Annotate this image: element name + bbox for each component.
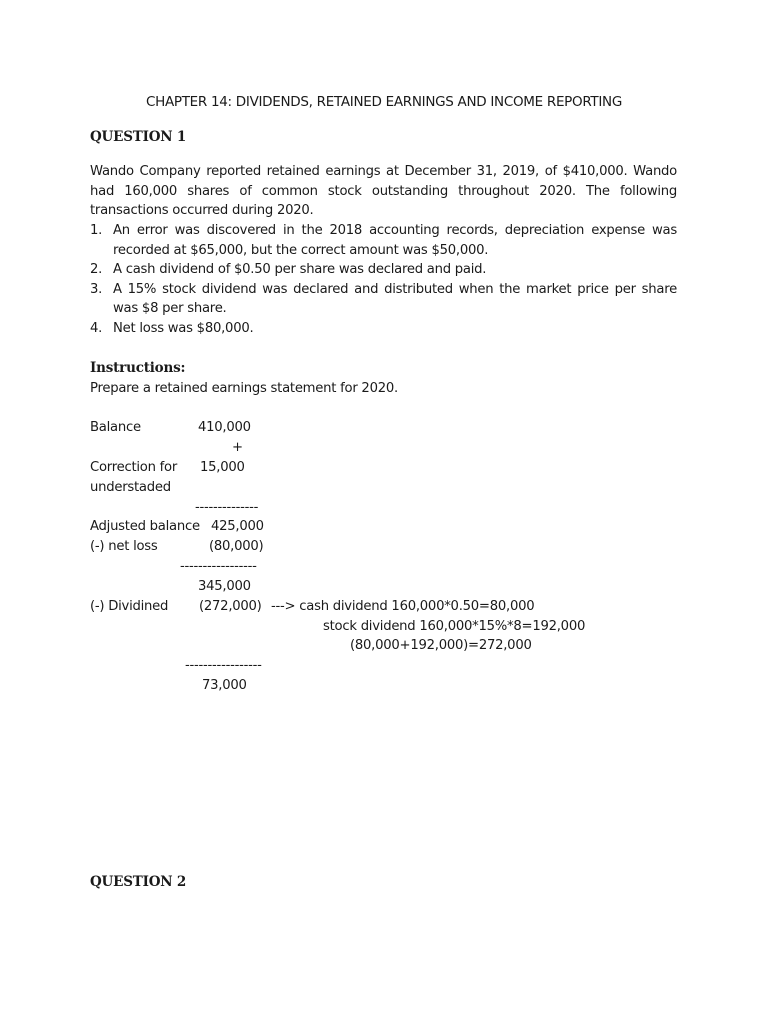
- list-item: [90, 280, 677, 319]
- net-loss-label: (-) net loss: [90, 539, 158, 554]
- list-item-number: 4.: [90, 320, 103, 336]
- correction-label-line-2: understaded: [90, 480, 171, 495]
- instructions-heading: Instructions:: [90, 360, 186, 376]
- question-2-heading: QUESTION 2: [90, 874, 187, 890]
- transaction-list: [90, 221, 677, 339]
- list-item-text: An error was discovered in the 2018 accounting records, depreciation expense was recorded at $65,000, but the correct amount was $50,000.: [113, 223, 677, 258]
- correction-label-line-1: Correction for: [90, 460, 178, 475]
- dividend-label: (-) Dividined: [90, 599, 169, 614]
- cash-dividend-note: ---> cash dividend 160,000*0.50=80,000: [271, 599, 535, 614]
- list-item-number: 1.: [90, 223, 103, 238]
- list-item-number: 3.: [90, 281, 103, 297]
- rule-line: -----------------: [185, 658, 262, 673]
- plus-sign: +: [232, 440, 243, 455]
- list-item-text: Net loss was $80,000.: [113, 320, 254, 336]
- adjusted-balance-label: Adjusted balance: [90, 519, 200, 534]
- question-1-intro: Wando Company reported retained earnings at December 31, 2019, of $410,000. Wando had 160,000 shares of common stock outstanding throughout 2020. The following transactions occurred during 2020.: [90, 164, 677, 219]
- rule-line: --------------: [195, 500, 259, 515]
- list-item-text: A cash dividend of $0.50 per share was declared and paid.: [113, 262, 487, 278]
- adjusted-balance-value: 425,000: [211, 519, 264, 534]
- total-dividend-note: (80,000+192,000)=272,000: [350, 638, 532, 653]
- balance-label: Balance: [90, 420, 141, 435]
- list-item-text: A 15% stock dividend was declared and distributed when the market price per share was $8 per share.: [113, 281, 677, 317]
- stock-dividend-note: stock dividend 160,000*15%*8=192,000: [323, 619, 586, 634]
- ending-balance-value: 73,000: [202, 678, 247, 693]
- subtotal-value: 345,000: [198, 579, 251, 594]
- rule-line: -----------------: [180, 559, 257, 574]
- dividend-value: (272,000): [199, 599, 262, 614]
- question-1-heading: QUESTION 1: [90, 129, 187, 145]
- instructions-text: Prepare a retained earnings statement for 2020.: [90, 381, 398, 396]
- correction-value: 15,000: [200, 460, 245, 475]
- list-item: [90, 319, 677, 339]
- list-item-number: 2.: [90, 262, 103, 278]
- net-loss-value: (80,000): [209, 539, 264, 554]
- balance-value: 410,000: [198, 420, 251, 435]
- list-item: [90, 260, 677, 280]
- chapter-title: CHAPTER 14: DIVIDENDS, RETAINED EARNINGS AND INCOME REPORTING: [145, 94, 623, 110]
- list-item: [90, 221, 677, 260]
